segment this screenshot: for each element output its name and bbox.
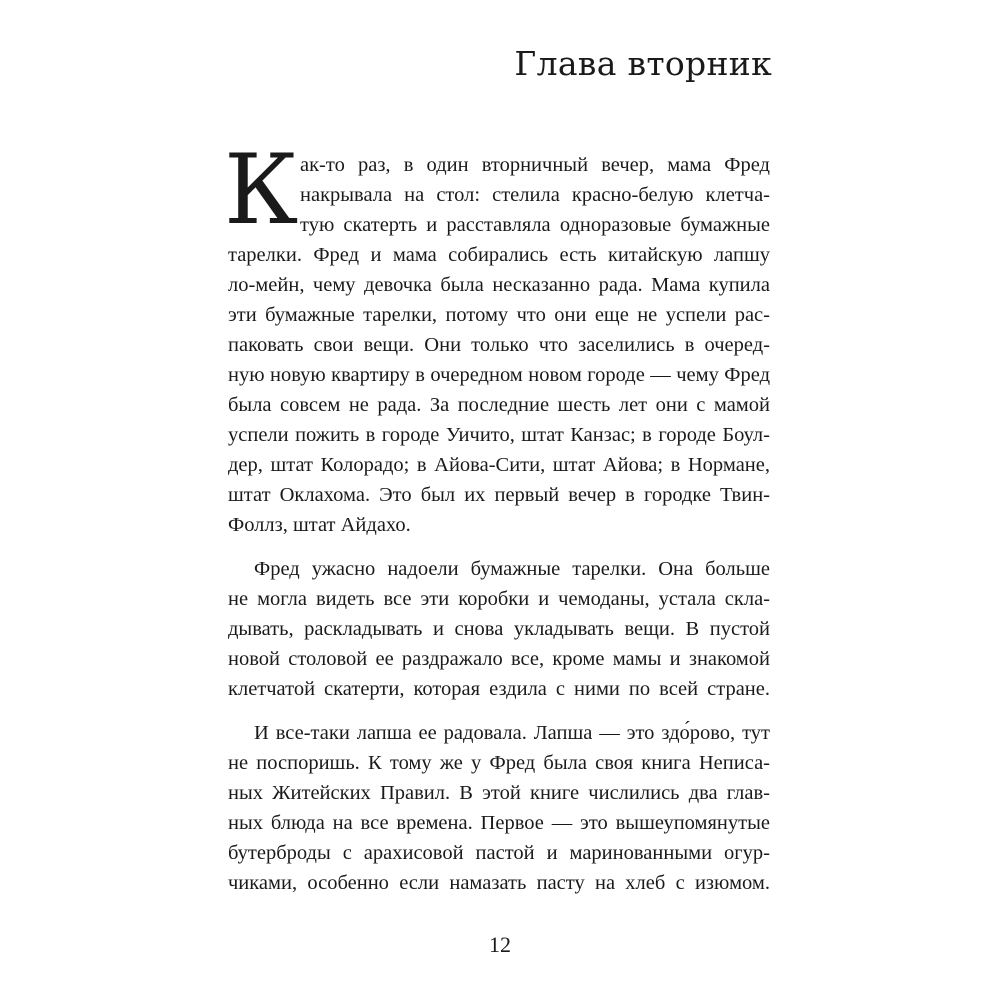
text-line: чиками, особенно если намазать пасту на хлеб с изюмом. <box>228 872 770 894</box>
text-line: дывать, раскладывать и снова укладывать вещи. В пустой <box>228 618 770 640</box>
text-line: ло-мейн, чему девочка была несказанно рада. Мама купила <box>228 274 770 296</box>
text-line: тарелки. Фред и мама собирались есть китайскую лапшу <box>228 244 770 266</box>
drop-cap: К <box>224 134 299 246</box>
text-line: паковать свои вещи. Они только что заселились в очеред- <box>228 334 770 356</box>
text-line: штат Оклахома. Это был их первый вечер в городке Твин- <box>228 484 770 506</box>
text-line: эти бумажные тарелки, потому что они еще не успели рас- <box>228 304 770 326</box>
text-line: ак-то раз, в один вторничный вечер, мама Фред <box>300 154 770 176</box>
text-line: новой столовой ее раздражало все, кроме мамы и знакомой <box>228 648 770 670</box>
text-line: дер, штат Колорадо; в Айова-Сити, штат Айова; в Нормане, <box>228 454 770 476</box>
chapter-title: Глава вторник <box>514 44 772 83</box>
text-line: не поспоришь. К тому же у Фред была своя книга Неписа- <box>228 752 770 774</box>
text-line: тую скатерть и расставляла одноразовые бумажные <box>300 214 770 236</box>
text-line: ную новую квартиру в очередном новом городе — чему Фред <box>228 364 770 386</box>
text-line: ных блюда на все времена. Первое — это вышеупомянутые <box>228 812 770 834</box>
text-line: Фоллз, штат Айдахо. <box>228 514 411 536</box>
text-line: ных Житейских Правил. В этой книге числились два глав- <box>228 782 770 804</box>
page-number: 12 <box>489 932 511 957</box>
text-line: бутерброды с арахисовой пастой и маринованными огур- <box>228 842 770 864</box>
text-line: Фред ужасно надоели бумажные тарелки. Она больше <box>254 558 770 580</box>
text-line: И все-таки лапша ее радовала. Лапша — это здо́рово, тут <box>254 722 770 744</box>
text-line: не могла видеть все эти коробки и чемоданы, устала скла- <box>228 588 770 610</box>
text-line: была совсем не рада. За последние шесть лет они с мамой <box>228 394 770 416</box>
text-line: клетчатой скатерти, которая ездила с ними по всей стране. <box>228 678 770 700</box>
text-line: успели пожить в городе Уичито, штат Канзас; в городе Боул- <box>228 424 770 446</box>
text-line: накрывала на стол: стелила красно-белую клетча- <box>300 184 770 206</box>
